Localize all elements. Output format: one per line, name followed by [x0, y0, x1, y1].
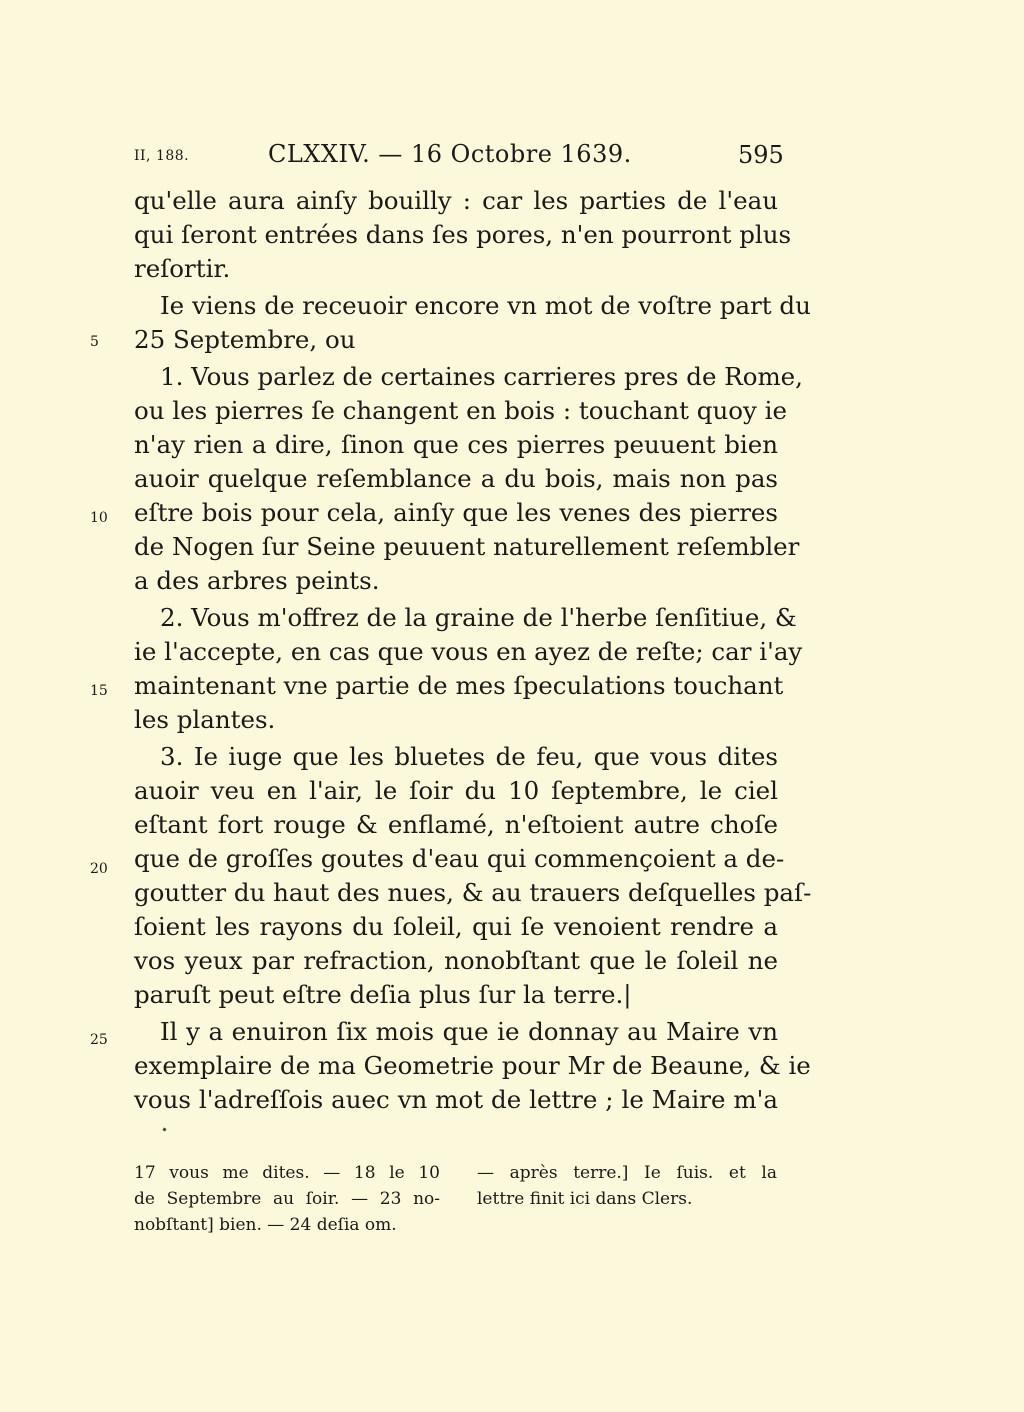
text-line: 2. Vous m'offrez de la graine de l'herbe ſenſitiue, &	[160, 603, 797, 632]
text-line: qu'elle aura ainſy bouilly : car les parties de l'eau	[134, 186, 778, 215]
text-line: n'ay rien a dire, ſinon que ces pierres peuuent bien	[134, 430, 778, 459]
line-number: 25	[90, 1032, 108, 1048]
letter-heading: CLXXIV. — 16 Octobre 1639.	[268, 140, 632, 168]
text-line: a des arbres peints.	[134, 566, 380, 595]
text-line: les plantes.	[134, 705, 276, 734]
text-line: ou les pierres ſe changent en bois : touchant quoy ie	[134, 396, 787, 425]
text-line: vos yeux par refraction, nonobſtant que le ſoleil ne	[134, 946, 778, 975]
text-line: auoir quelque reſemblance a du bois, mais non pas	[134, 464, 778, 493]
paragraph	[134, 289, 811, 357]
text-line: reſortir.	[134, 254, 231, 283]
text-line: Il y a enuiron ſix mois que ie donnay au Maire vn	[160, 1017, 778, 1046]
paragraph	[134, 1015, 811, 1117]
footnote-line: 17 vous me dites. — 18 le 10	[134, 1163, 440, 1183]
separator-mark	[162, 1127, 166, 1131]
paragraph	[134, 601, 803, 737]
body-text	[134, 184, 812, 1120]
text-line: 25 Septembre, ou	[134, 325, 356, 354]
paragraph	[134, 360, 803, 598]
footnote-line: lettre finit ici dans Clers.	[477, 1189, 693, 1209]
line-number: 20	[90, 861, 108, 877]
page-reference: II, 188.	[134, 148, 190, 164]
footnote-line: de Septembre au ſoir. — 23 no-	[134, 1189, 440, 1209]
text-line: qui ſeront entrées dans ſes pores, n'en pourront plus	[134, 220, 792, 249]
text-line: 3. Ie iuge que les bluetes de feu, que vous dites	[160, 742, 778, 771]
text-line: goutter du haut des nues, & au trauers deſquelles paſ-	[134, 878, 812, 907]
footnotes-right	[477, 1160, 777, 1212]
text-line: auoir veu en l'air, le ſoir du 10 ſeptembre, le ciel	[134, 776, 778, 805]
paragraph	[134, 184, 792, 286]
text-line: ſoient les rayons du ſoleil, qui ſe venoient rendre a	[134, 912, 778, 941]
text-line: 1. Vous parlez de certaines carrieres pres de Rome,	[160, 362, 803, 391]
footnotes-left	[134, 1160, 440, 1238]
paragraph	[134, 740, 812, 1012]
footnote-line: nobſtant] bien. — 24 deſia om.	[134, 1215, 397, 1235]
text-line: Ie viens de receuoir encore vn mot de voſtre part du	[160, 291, 811, 320]
text-line: eſtre bois pour cela, ainſy que les venes des pierres	[134, 498, 778, 527]
text-line: paruſt peut eſtre deſia plus ſur la terre.|	[134, 980, 632, 1009]
text-line: maintenant vne partie de mes ſpeculations touchant	[134, 671, 784, 700]
text-line: exemplaire de ma Geometrie pour Mr de Beaune, & ie	[134, 1051, 811, 1080]
text-line: de Nogen ſur Seine peuuent naturellement reſembler	[134, 532, 800, 561]
text-line: que de groſſes goutes d'eau qui commençoient a de-	[134, 844, 785, 873]
line-number: 10	[90, 510, 108, 526]
page-number: 595	[738, 141, 784, 169]
text-line: eſtant fort rouge & enflamé, n'eſtoient autre choſe	[134, 810, 778, 839]
text-line: ie l'accepte, en cas que vous en ayez de reſte; car i'ay	[134, 637, 803, 666]
text-line: vous l'adreſſois auec vn mot de lettre ; le Maire m'a	[134, 1085, 778, 1114]
line-number: 15	[90, 683, 108, 699]
footnote-line: — après terre.] Ie ſuis. et la	[477, 1163, 777, 1183]
line-number: 5	[90, 334, 99, 350]
